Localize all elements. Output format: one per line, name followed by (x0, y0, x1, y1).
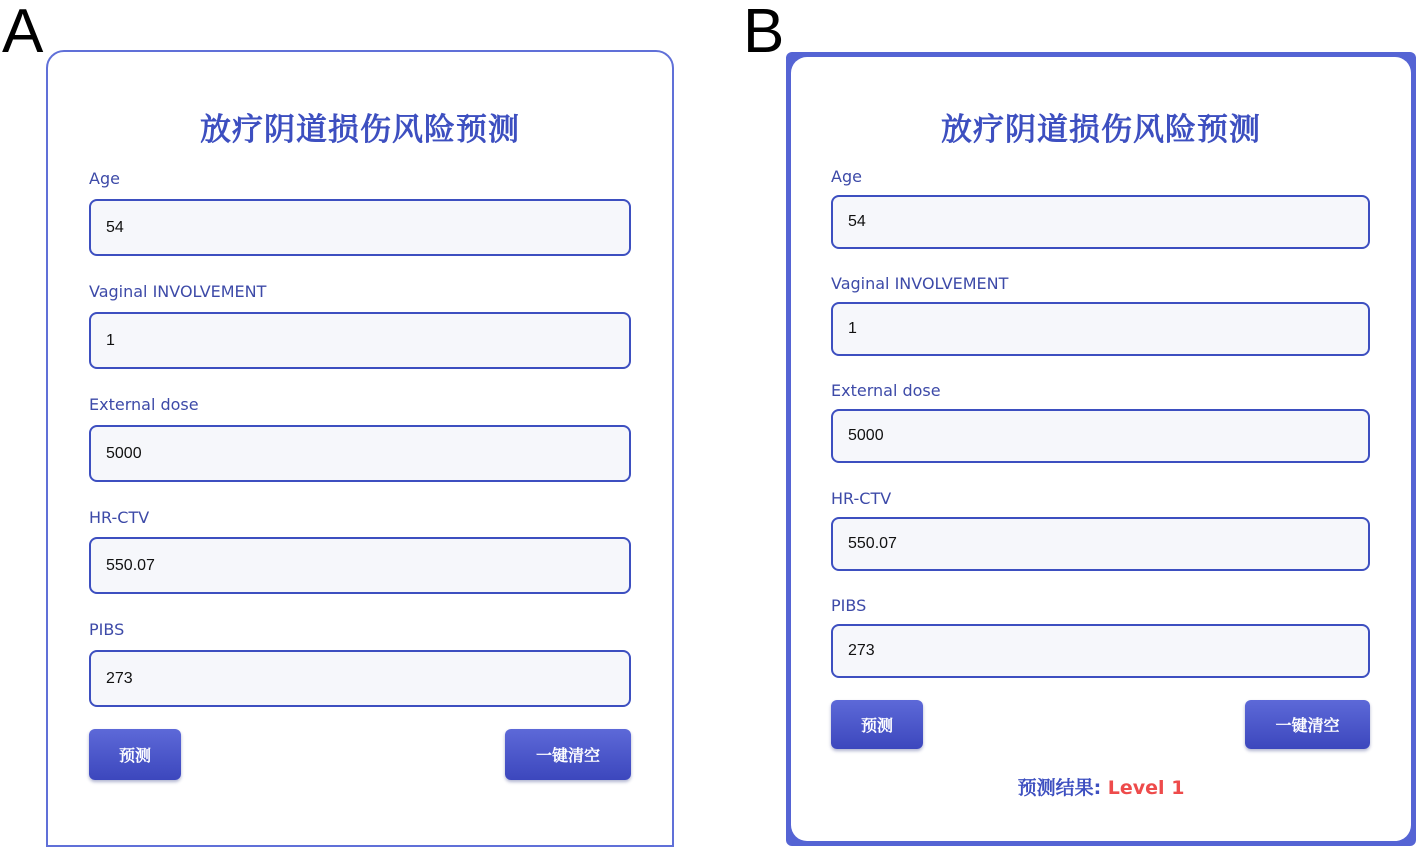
vaginal-involvement-label: Vaginal INVOLVEMENT (831, 274, 1009, 293)
external-dose-input[interactable] (831, 409, 1370, 463)
predict-button[interactable]: 预测 (831, 700, 923, 749)
pibs-input[interactable] (89, 650, 631, 707)
hr-ctv-label: HR-CTV (831, 489, 892, 508)
vaginal-involvement-label: Vaginal INVOLVEMENT (89, 282, 267, 301)
hr-ctv-label: HR-CTV (89, 508, 150, 527)
clear-all-button[interactable]: 一键清空 (505, 729, 631, 780)
external-dose-label: External dose (831, 381, 941, 400)
result-label: 预测结果: (1017, 777, 1102, 799)
age-input[interactable] (89, 199, 631, 256)
age-label: Age (831, 167, 862, 186)
form-card-a (46, 50, 674, 847)
pibs-label: PIBS (89, 620, 125, 639)
prediction-result (791, 773, 1411, 800)
pibs-input[interactable] (831, 624, 1370, 678)
age-label: Age (89, 169, 120, 188)
pibs-label: PIBS (831, 596, 867, 615)
form-card-b (786, 52, 1416, 846)
external-dose-input[interactable] (89, 425, 631, 482)
vaginal-involvement-input[interactable] (831, 302, 1370, 356)
result-value: Level 1 (1107, 777, 1185, 799)
hr-ctv-input[interactable] (831, 517, 1370, 571)
form-card-b-body (791, 57, 1411, 841)
predict-button[interactable]: 预测 (89, 729, 181, 780)
clear-all-button[interactable]: 一键清空 (1245, 700, 1370, 749)
page-title: 放疗阴道损伤风险预测 (200, 112, 520, 148)
panel-letter-b: B (743, 0, 785, 66)
age-input[interactable] (831, 195, 1370, 249)
panel-letter-a: A (2, 0, 44, 66)
external-dose-label: External dose (89, 395, 199, 414)
page-title: 放疗阴道损伤风险预测 (941, 112, 1261, 148)
hr-ctv-input[interactable] (89, 537, 631, 594)
vaginal-involvement-input[interactable] (89, 312, 631, 369)
